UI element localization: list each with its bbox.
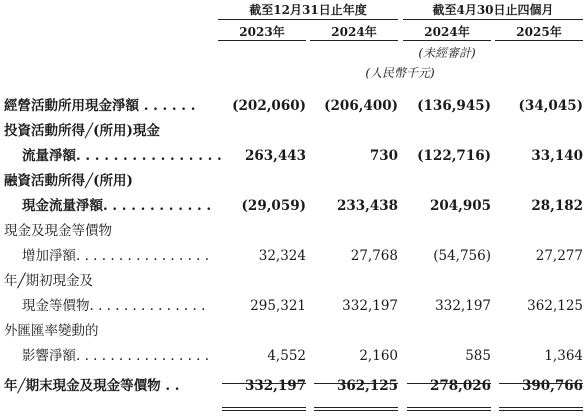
row-value: 362,125 [527,298,583,314]
row-value: 390,766 [521,378,583,394]
total-top-rule-2 [314,383,398,384]
row-label: 現金等價物. . . . . . . . . . . . . . [22,298,206,314]
row-label: 影響淨額. . . . . . . . . . . . . . . . [22,348,210,364]
row-value: 362,125 [336,378,398,394]
row-value: 2,160 [359,348,398,364]
row-value: 1,364 [544,348,583,364]
row-label: 現金流量淨額. . . . . . . . . . . . [22,198,212,214]
header-year-2023: 2023年 [239,25,285,39]
row-value: (34,045) [518,98,583,114]
row-value: 32,324 [258,248,306,264]
header-year-rule-4 [495,40,583,41]
row-label: 流量淨額. . . . . . . . . . . . . . . . [22,148,222,164]
header-group-year-end: 截至12月31日止年度 [249,3,367,17]
row-label: 年╱期末現金及現金等價物 . . [4,378,180,394]
row-label: 年╱期初現金及 [4,273,94,289]
row-value: 204,905 [429,198,491,214]
row-value: 27,768 [350,248,398,264]
row-value: (206,400) [324,98,398,114]
row-value: 332,197 [435,298,491,314]
total-double-rule-4 [499,407,583,411]
row-label: 增加淨額. . . . . . . . . . . . . . . . [22,248,210,264]
unaudited-note: (未經審計) [418,46,476,60]
row-label: 現金及現金等價物 [4,223,112,239]
total-double-rule-3 [407,407,491,411]
header-year-rule-1 [218,40,306,41]
total-double-rule-1 [222,407,306,411]
row-value: 27,277 [535,248,583,264]
row-value: 28,182 [531,198,583,214]
row-label: 融資活動所得╱(所用) [4,173,133,189]
unit-note: (人民幣千元) [365,66,435,80]
row-value: (122,716) [417,148,491,164]
header-year-2025: 2025年 [516,25,562,39]
row-value: 730 [369,148,398,164]
header-year-2024a: 2024年 [331,25,377,39]
row-label: 投資活動所得╱(所用)現金 [4,123,160,139]
row-value: 332,197 [342,298,398,314]
row-value: 263,443 [244,148,306,164]
row-value: (202,060) [232,98,306,114]
total-top-rule-4 [499,383,583,384]
header-group-year-end-rule [218,19,398,20]
total-top-rule-1 [222,383,306,384]
row-value: (136,945) [417,98,491,114]
row-value: 585 [465,348,491,364]
row-value: 295,321 [250,298,306,314]
header-group-four-months: 截至4月30日止四個月 [432,3,554,17]
header-year-2024b: 2024年 [424,25,470,39]
row-value: 233,438 [336,198,398,214]
total-top-rule-3 [407,383,491,384]
row-value: (54,756) [433,248,491,264]
row-value: 33,140 [531,148,583,164]
header-group-four-months-rule [403,19,583,20]
row-value: 332,197 [244,378,306,394]
header-year-rule-3 [403,40,491,41]
total-double-rule-2 [314,407,398,411]
row-label: 外匯匯率變動的 [4,323,99,339]
row-value: (29,059) [241,198,306,214]
row-value: 4,552 [267,348,306,364]
row-label: 經營活動所用現金淨額 . . . . . . [4,98,196,114]
header-year-rule-2 [310,40,398,41]
row-value: 278,026 [429,378,491,394]
